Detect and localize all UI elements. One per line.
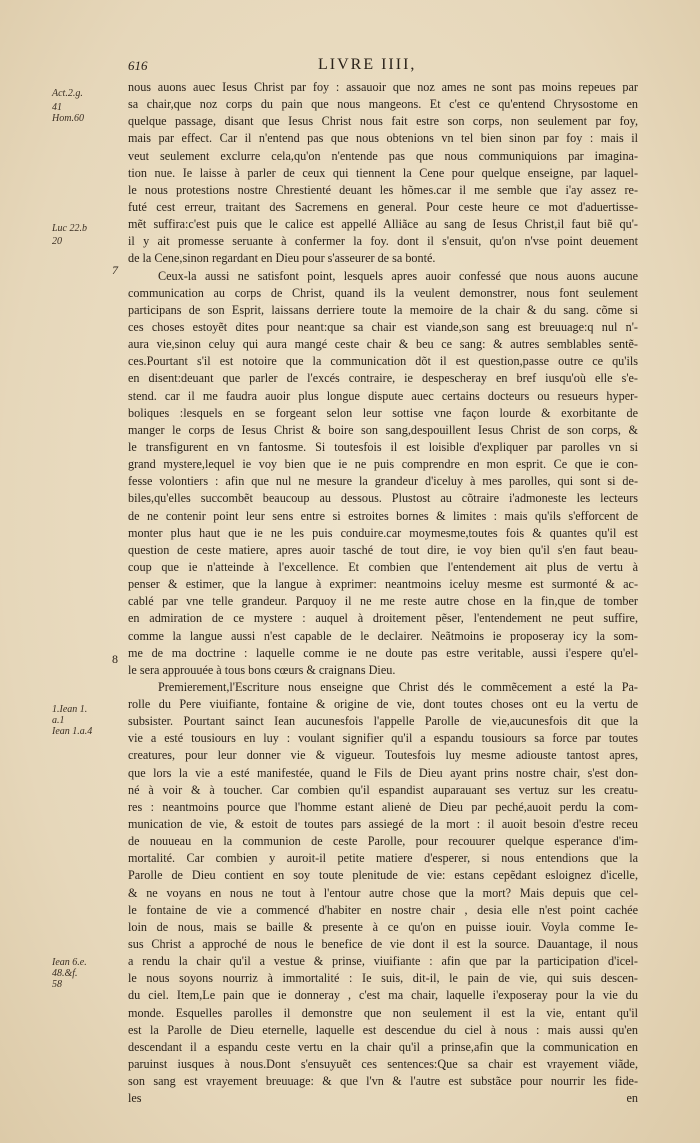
page-header [0,56,700,78]
text-line: que lors la vie a esté manifestée, quand le Fils de Dieu ayant prins nostre chair, s'est don- [128,765,638,780]
text-line: veut seulement exclurre cela,qu'on n'entende pas que nous communiquions par imagina- [128,148,638,163]
text-line: descendant il a espandu ceste vertu en la chair qu'il a prinse,afin que la communication en [128,1039,638,1054]
text-line: stend. car il me faudra auoir plus longue dispute auec certains docteurs ou resueurs hyper- [128,388,638,403]
text-line: aura vie,sinon celuy qui aura mangé ceste chair & beu ce sang: & autres semblables sentẽ- [128,337,638,352]
text-line: futé cest erreur, traitant des Sacremens en general. Pour ceste heure ce mot d'aduertisse- [128,199,638,214]
paragraph-number: 7 [112,263,118,277]
catchword [128,1107,638,1124]
text-line: coup que ie n'atteinde à l'excellence. Et combien que l'entendement ait plus de vertu à [128,559,638,574]
margin-note-line: a.1 [52,715,65,726]
text-line: & ne voyans en nous ne tout à l'entour autre chose que la mort? Mais depuis que cel- [128,885,638,900]
text-line: mẽt suffira:c'est puis que le calice est appellé Alliãce au sang de Iesus Christ,il faut biẽ qu'- [128,217,638,232]
text-line: le nous soyons nourriz à immortalité : Ie suis, dit-il, le pain de vie, qui suis descen- [128,971,638,986]
text-line: ces choses estoyẽt dites pour neant:que sa chair est viande,son sang est breuuage:q nul n'- [128,319,638,334]
margin-note-line: Iean 1.a.4 [52,726,93,737]
text-line: ces.Pourtant s'il est notoire que la communication dõt il est question,passe outre ce qu'ils [128,354,638,369]
text-line: Premierement,l'Escriture nous enseigne que Christ dés le commẽcement a esté la Pa- [158,679,638,694]
text-line: subsister. Pourtant sainct Iean aucunesfois l'appelle Parolle de vie,aucunesfois dit que la [128,714,638,729]
text-line: res : neantmoins pource que l'homme estant alienė de Dieu par peché,auoit perdu la com- [128,799,638,814]
text-line: monter plus haut que ie ne les puis conduire.car moymesme,toutes fois & quantes qu'il est [128,525,638,540]
text-line: de nouueau en la communion de ceste Parolle, pour recouurer quelque esperance d'im- [128,834,638,849]
text-line: loin de nous, mais se baille & presente à ce qu'on en puisse iouir. Voyla comme Ie- [128,919,638,934]
text-line: le sera approuuée à tous bons cœurs & craignans Dieu. [128,662,396,677]
text-line: creatures, pour leur donner vie & vigueur. Toutesfois luy mesme adiouste tantost apres, [128,748,638,763]
text-line: communication au corps de Christ, quand ils la veulent demonstrer, nous font seulement [128,285,638,300]
margin-note-line: 41 [52,102,62,113]
margin-note [52,223,118,247]
margin-note-line: Iean 6.e. [52,957,87,968]
text-line: participans de son Esprit, laissans derriere toute la memoire de la chair & du sang. cõme si [128,302,638,317]
text-line: mais par effect. Car il n'entend pas que nous obtenions vn tel bien sinon par foy : mais il [128,131,638,146]
margin-note-line: 20 [52,236,62,247]
page-number: 616 [128,58,148,73]
text-line: de la Cene,sinon regardant en Dieu pour s'asseurer de sa bonté. [128,251,436,266]
text-line: né à voir & à toucher. Car combien qu'il espandist auparauant ses vertuz sur les creatu- [128,782,638,797]
text-line: boliques :lesquels en se forgeant selon leur sottise vne façon lourde & exorbitante de [128,405,638,420]
margin-note [52,704,118,737]
text-line: sa chair,que noz corps du pain que nous mangeons. Et c'est ce qu'entend Chrysostome en [128,97,638,112]
text-line: monde. Esquelles parolles il demonstre que non seulement il est la vie, entant qu'il [128,1005,638,1020]
text-line: Ceux-la aussi ne satisfont point, lesquels apres auoir confessé que nous auons aucune [158,268,638,283]
text-line: vie a esté tousiours en luy : voulant signifier qu'il a espandu tousiours sa force par toutes [128,731,638,746]
text-line: est la Parolle de Dieu eternelle, laquelle est descendue du ciel à nous : mais aussi qu'en [128,1022,638,1037]
margin-note-line: Hom.60 [52,113,84,124]
text-line: munication de vie, & estoit de toutes pars assiegé de la mort : il auoit besoin d'estre receu [128,817,638,832]
margin-note-line: 1.Iean 1. [52,704,88,715]
text-line: le fontaine de vie a commencé d'habiter en nostre chair , desia elle n'est point cachée [128,902,638,917]
text-line: son sang est vrayement breuuage: & que l'vn & l'autre est substãce pour nourrir les fide- [128,1074,638,1089]
text-line: le nous protestions nostre Chrestienté deuant les hõmes.car il me semble que i'ay assez re- [128,182,638,197]
text-line: me de ma doctrine : laquelle comme ie ne doute pas estre veritable, aussi i'espere qu'el- [128,645,638,660]
margin-note [52,88,118,124]
text-line: penser & estimer, que la langue à exprimer: neantmoins iceluy mesme est surmonté & ac- [128,577,638,592]
text-line: fesse volontiers : afin que nul ne mesure la grandeur d'iceluy à mes parolles, qui sont si de- [128,474,638,489]
text-line: sus Christ a approché de nous le benefice de vie dont il est la source. Dauantage, il nous [128,937,638,952]
text-line: a rendu la chair qu'il a vestue & prinse, viuifiante : afin que par la participation d'icel- [128,954,638,969]
text-line: quelque passage, disant que Iesus Christ nous fait estre son corps, non seulement par foy, [128,114,638,129]
margin-note [52,957,118,990]
running-head: LIVRE IIII, [318,56,417,73]
text-line: mortalité. Car combien y auroit-il petite matiere d'esperer, si nous entendions que la [128,851,638,866]
text-line: comme la langue aussi n'est capable de le declairer. Neãtmoins ie proposeray icy la som- [128,628,638,643]
text-line: en admiration de ce mystere : auquel à droitement pẽser, l'entendement ne peut suffire, [128,611,638,626]
body-text [128,79,638,1125]
text-line: cablé par vne telle grandeur. Parquoy il ne me reste autre chose en la fin,que de tomber [128,594,638,609]
text-line: le transfigurent en vn fantosme. Si toutesfois il est loisible d'expliquer par parolles vn si [128,439,638,454]
text-line: nous auons auec Iesus Christ par foy : assauoir que noz ames ne sont pas moins repeues par [128,80,638,94]
paragraph-number: 8 [112,652,118,666]
text-line: tion nue. Ie laisse à parler de ceux qui tiennent la Cene pour quelque enseigne, par laquel- [128,165,638,180]
margin-note-line: 58 [52,979,62,990]
text-line: du ciel. Item,Le pain que ie donneray , c'est ma chair, laquelle i'exposeray pour la vie du [128,988,638,1003]
text-line: rolle du Pere viuifiante, fontaine & origine de vie, dont toutes choses ont eu la vertu de [128,697,638,712]
text-line: il y ait promesse seruante à confermer la foy. dont il s'ensuit, qu'on n'vse point deuement [128,234,638,249]
margin-note-line: Act.2.g. [52,88,83,99]
text-line: manger le corps de Iesus Christ & boire son sang,despouillent Iesus Christ de son corps, & [128,422,638,437]
text-line: les en [128,1091,638,1106]
margin-note-line: Luc 22.b [52,223,87,234]
text-line: de ne contenir point leur sens entre si estroites bornes & limites : mais qu'ils s'efforcent de [128,508,638,523]
margin-note-line: 48.&f. [52,968,78,979]
text-line: biles,qu'elles succombẽt beaucoup au dessous. Plustost au cõtraire i'admoneste les lecteurs [128,491,638,506]
text-line: paruinst iusques à nous.Dont s'ensuyuẽt ces sentences:Que sa chair est vrayement viãde, [128,1057,638,1072]
text-line: Parolle de Dieu contient en soy toute plenitude de vie: estans cepẽdant esloignez d'icelle, [128,868,638,883]
text-line: question de ceste matiere, apres auoir tasché de tout dire, ie voy bien qu'il s'en faut beau- [128,542,638,557]
text-line: grand mystere,lequel ie voy bien que ie ne puis comprendre en mon esprit. Ce que ie con- [128,457,638,472]
text-line: en disent:deuant que parler de l'excés contraire, ie despescheray en bref iusqu'où elle s'e- [128,371,638,386]
